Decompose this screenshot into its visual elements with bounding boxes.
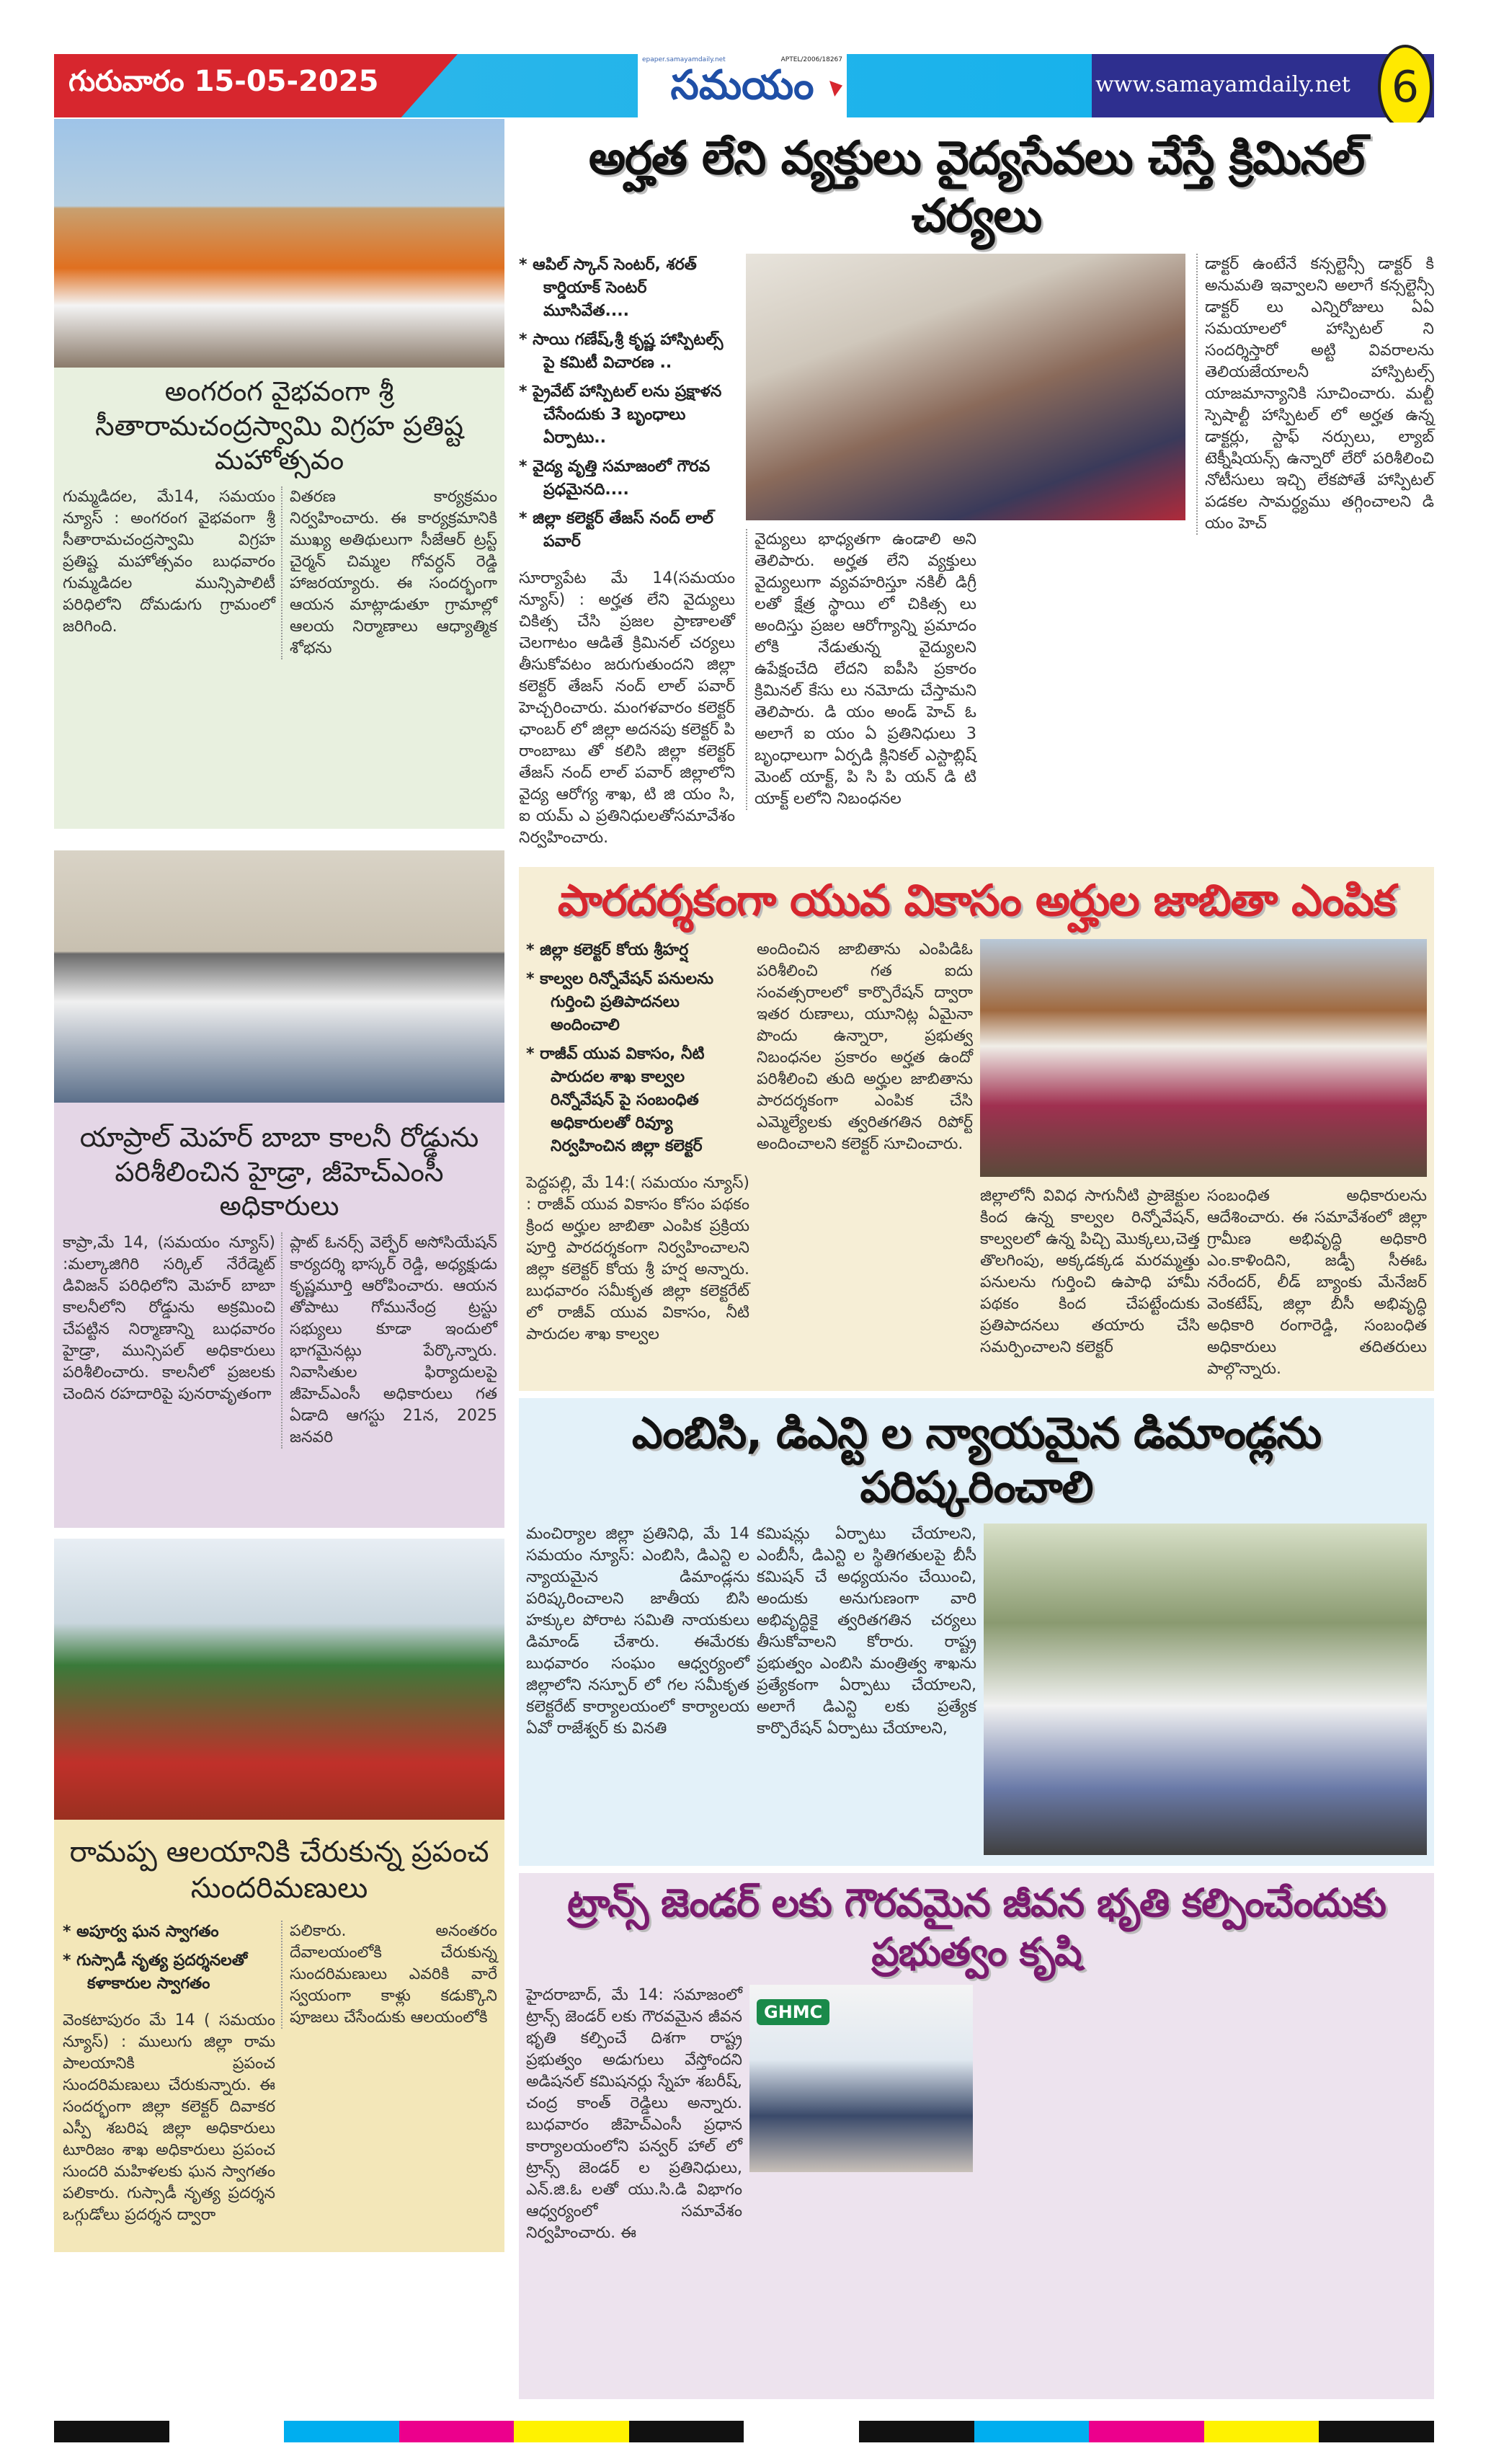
ghmc-banner: GHMC — [757, 1999, 829, 2025]
story-yuva-vikasam — [519, 867, 1434, 1391]
story-transgender-livelihood — [519, 1873, 1434, 2399]
body-column: అందించిన జాబితాను ఎంపిడిఓ పరిశీలించి గత ఐదు సంవత్సరాలలో కార్పొరేషన్ ద్వారా ఇతర రుణాలు, యూనిట్ల ఏమైనా పొందు ఉన్నారా, ప్రభుత్వ నిబంధనల ప్రకారం అర్హత ఉందో పరిశీలించి తుది అర్హుల జాబితాను పారదర్శకంగా ఎంపిక చేసి ఎమ్మెల్యేలకు త్వరితగతిన రిపోర్ట్ అందించాలని కలెక్టర్ సూచించారు. — [757, 940, 973, 1153]
bullet-item: * కాల్వల రిన్నోవేషన్ పనులను గుర్తించి ప్రతిపాదనలు అందించాలి — [526, 968, 749, 1037]
story-temple-festival — [54, 119, 504, 829]
body-column: వెంకటాపురం మే 14 ( సమయం న్యూస్) : ములుగు జిల్లా రామ పాలయానికి ప్రపంచ సుందరిమణులు చేరుకున్నారు. ఈ సందర్భంగా జిల్లా కలెక్టర్ దివాకర ఎస్పీ శబరిష జిల్లా అధికారులు టూరిజం శాఖ అధికారులు ప్రపంచ సుందరి మహిళలకు ఘన స్వాగతం పలికారు. గుస్సాడీ నృత్య ప్రదర్శన ఒగ్గుడోలు ప్రదర్శన ద్వారా — [63, 2011, 275, 2224]
body-column: వైద్యులు భాధ్యతగా ఉండాలి అని తెలిపారు. అర్హత లేని వ్యక్తులు వైద్యులుగా వ్యవహరిస్తూ నకిలీ డిగ్రీ లతో క్షేత్ర స్థాయి లో చికిత్స లు అందిస్తు ప్రజల ఆరోగ్యాన్ని ప్రమాదం లోకి నేడుతున్న వైద్యులని ఉపేక్షంచేది లేదని ఐపీసి ప్రకారం క్రిమినల్ కేసు లు నమోదు చేస్తామని తెలిపారు. డి యం అండ్ హెచ్ ఓ అలాగే ఐ యం ఏ ప్రతినిధులు 3 బృంధాలుగా ఏర్పడి క్లినికల్ ఎస్టాబ్లిష్ మెంట్ యాక్ట్, పి సి పి యన్ డి టి యాక్ట్ లలోని నిబంధనల — [746, 529, 976, 810]
highlight-bullets — [63, 1921, 279, 2001]
print-color-bar — [54, 2421, 1434, 2442]
newspaper-name: సమయం — [670, 62, 814, 109]
headline: రామప్ప ఆలయానికి చేరుకున్న ప్రపంచ సుందరిమణులు — [69, 1836, 489, 1905]
review-meeting-photo — [980, 939, 1427, 1177]
page-number: 6 — [1378, 45, 1433, 130]
body-column: ప్లాట్ ఓనర్స్ వెల్ఫేర్ అసోసియేషన్ కార్యదర్శి భాస్కర్ రెడ్డి, అధ్యక్షుడు కృష్ణమూర్తి ఆరోపించారు. ఆయన తోపాటు గోమునేంద్ర ట్రస్టు సభ్యులు కూడా ఇందులో భాగమైనట్లు పేర్కొన్నారు. నివాసితుల ఫిర్యాదులపై జీహెచ్ఎంసీ అధికారులు గత ఏడాది ఆగస్టు 21న, 2025 జనవరి — [281, 1232, 497, 1449]
bullet-item: * వైద్య వృత్తి సమాజంలో గౌరవ ప్రధమైనది.... — [519, 455, 735, 502]
headline: అంగరంగ వైభవంగా శ్రీ సీతారామచంద్రస్వామి విగ్రహ ప్రతిష్ట మహోత్సవం — [94, 375, 463, 476]
story-ramappa-temple — [54, 1539, 504, 2252]
masthead-logo — [638, 52, 847, 121]
headline: పారదర్శకంగా యువ వికాసం అర్హుల జాబితా ఎంపిక — [557, 876, 1396, 926]
headline: యాప్రాల్ మెహర్ బాబా కాలనీ రోడ్డును పరిశీలించిన హైడ్రా, జీహెచ్ఎంసీ అధికారులు — [79, 1121, 479, 1222]
officials-inspection-photo — [54, 850, 504, 1103]
bullet-item: * జిల్లా కలెక్టర్ కోయ శ్రీహర్ష — [526, 939, 749, 962]
bullet-item: * గుస్సాడీ నృత్య ప్రదర్శనలతో కళాకారుల స్వాగతం — [63, 1949, 279, 1996]
bullet-item: * ఆపిల్ స్కాన్ సెంటర్, శరత్ కార్డియాక్ సెంటర్ మూసివేత.... — [519, 254, 735, 323]
story-unqualified-doctors — [519, 123, 1434, 860]
registration-number: APTEL/2006/18267 — [780, 56, 842, 63]
bullet-item: * సాయి గణేష్,శ్రీ కృష్ణ హాస్పిటల్స్ పై కమిటీ విచారణ .. — [519, 329, 735, 375]
body-column: సూర్యాపేట మే 14(సమయం న్యూస్) : అర్హత లేని వైద్యులు చికిత్స చేసి ప్రజల ప్రాణాలతో చెలగాటం ఆడితే క్రిమినల్ చర్యలు తీసుకోవటం జరుగుతుందని జిల్లా కలెక్టర్ తేజస్ నంద్ లాల్ పవార్ హెచ్చరించారు. మంగళవారం కలెక్టర్ ఛాంబర్ లో జిల్లా అదనపు కలెక్టర్ పి రాంబాబు తో కలిసి జిల్లా కలెక్టర్ తేజస్ నంద్ లాల్ పవార్ జిల్లాలోని వైద్య ఆరోగ్య శాఖ, టి జి యం సి, ఐ యమ్ ఎ ప్రతినిధులతోసమావేశం నిర్వహించారు. — [519, 569, 735, 847]
issue-date: గురువారం 15-05-2025 — [68, 65, 379, 98]
epaper-url: epaper.samayamdaily.net — [642, 56, 726, 63]
website-url: www.samayamdaily.net — [1095, 72, 1350, 97]
body-column: పలికారు. అనంతరం దేవాలయంలోకి చేరుకున్న సుందరిమణులు ఎవరికి వారే స్వయంగా కాళ్లు కడుక్కొని పూజలు చేసేందుకు ఆలయంలోకి — [281, 1921, 497, 2029]
highlight-bullets — [526, 939, 749, 1164]
headline: ట్రాన్స్ జెండర్ లకు గౌరవమైన జీవన భృతి కల్పించేందుకు ప్రభుత్వం కృషి — [567, 1880, 1386, 1975]
bullet-item: * ప్రైవేట్ హాస్పిటల్ లను ప్రక్షాళన చేసేందుకు 3 బృంధాలు ఏర్పాటు.. — [519, 381, 735, 450]
ghmc-meeting-photo — [749, 1985, 973, 2172]
highlight-bullets — [519, 254, 735, 559]
collector-meeting-photo — [746, 254, 1185, 520]
temple-festival-photo — [54, 119, 504, 368]
body-column: కమిషన్లు ఏర్పాటు చేయాలని, ఎంబీసీ, డిఎన్టి ల స్థితిగతులపై బీసీ కమిషన్ చే అధ్యయనం చేయించి, అందుకు అనుగుణంగా వారి అభివృద్ధికై త్వరితగతిన చర్యలు తీసుకోవాలని కోరారు. రాష్ట్ర ప్రభుత్వం ఎంబిసి మంత్రిత్వ శాఖను ప్రత్యేకంగా ఏర్పాటు చేయాలని, అలాగే డిఎన్టి లకు ప్రత్యేక కార్పొరేషన్ ఏర్పాటు చేయాలని, — [757, 1525, 976, 1738]
body-column: పెద్దపల్లి, మే 14:( సమయం న్యూస్) : రాజీవ్ యువ వికాసం కోసం పథకం క్రింద అర్హుల జాబితా ఎంపిక ప్రక్రియ పూర్తి పారదర్శకంగా నిర్వహించాలని జిల్లా కలెక్టర్ కోయ శ్రీ హర్ష అన్నారు. బుధవారం సమీకృత జిల్లా కలెక్టరేట్ లో రాజీవ్ యువ వికాసం, నీటి పారుదల శాఖ కాల్వల — [526, 1174, 749, 1343]
story-mbc-dnt-demands — [519, 1398, 1434, 1866]
memorandum-submission-photo — [984, 1524, 1427, 1855]
body-column: మంచిర్యాల జిల్లా ప్రతినిధి, మే 14 సమయం న్యూస్: ఎంబిసి, డిఎన్టి ల న్యాయమైన డిమాండ్లను పరిష్కరించాలని జాతీయ బిసి హక్కుల పోరాట సమితి నాయకులు డిమాండ్ చేశారు. ఈమేరకు బుధవారం సంఘం ఆధ్వర్యంలో జిల్లాలోని నస్పూర్ లో గల సమీకృత కలెక్టరేట్ కార్యాలయంలో కార్యాలయ ఏవో రాజేశ్వర్ కు వినతి — [526, 1525, 749, 1738]
story-meher-baba-road — [54, 850, 504, 1528]
bullet-item: * జిల్లా కలెక్టర్ తేజస్ నంద్ లాల్ పవార్ — [519, 507, 735, 553]
body-column: కాప్రా,మే 14, (సమయం న్యూస్) :మల్కాజిగిరి సర్కిల్ నేరేడ్మెట్ డివిజన్ పరిధిలోని మెహర్ బాబా కాలనీలోని రోడ్డును అక్రమించి చేపట్టిన నిర్మాణాన్ని బుధవారం హైడ్రా, మున్సిపల్ అధికారులు పరిశీలించారు. కాలనీలో ప్రజలకు చెందిన రహదారిపై పునరావృతంగా — [63, 1234, 275, 1403]
bullet-item: * అపూర్వ ఘన స్వాగతం — [63, 1921, 279, 1944]
body-column: గుమ్మడిదల, మే14, సమయం న్యూస్ : అంగరంగ వైభవంగా శ్రీ సీతారామచంద్రస్వామి విగ్రహ ప్రతిష్ట మహోత్సవం బుధవారం గుమ్మడిదల మున్సిపాలిటీ పరిధిలోని దోమడుగు గ్రామంలో జరిగింది. — [63, 488, 275, 636]
body-column: డాక్టర్ ఉంటేనే కన్సల్టెన్సీ డాక్టర్ కి అనుమతి ఇవ్వాలని అలాగే కన్సల్టెన్సీ డాక్టర్ లు ఎన్నిరోజులు ఏఏ సమయాలలో హాస్పిటల్ ని సందర్శిస్తారో అట్టి వివరాలను తెలియజేయాలనీ హాస్పిటల్స్ యాజమాన్యానికి సూచించారు. మల్టీ స్పెషాల్టీ హాస్పిటల్ లో అర్హత ఉన్న డాక్టర్లు, స్టాఫ్ నర్సులు, ల్యాబ్ టెక్నీషియన్స్ ఉన్నారో లేరో పరిశీలించి నోటీసులు ఇచ్చి లేకపోతే హాస్పిటల్ పడకల సామర్ధ్యము తగ్గించాలని డి యం హెచ్ — [1196, 254, 1434, 535]
miss-world-visit-photo — [54, 1539, 504, 1820]
bullet-item: * రాజీవ్ యువ వికాసం, నీటి పారుదల శాఖ కాల్వల రిన్నోవేషన్ పై సంబంధిత అధికారులతో రివ్యూ నిర్వహించిన జిల్లా కలెక్టర్ — [526, 1043, 749, 1158]
headline: అర్హత లేని వ్యక్తులు వైద్యసేవలు చేస్తే క్రిమినల్ చర్యలు — [588, 132, 1365, 243]
body-column: సంబంధిత అధికారులను ఆదేశించారు. ఈ సమావేశంలో జిల్లా గ్రామీణ అభివృద్ధి అధికారి ఎం.కాళిందిని, జడ్పీ సీఈఓ నరేందర్, లీడ్ బ్యాంకు మేనేజర్ వెంకటేష్, జిల్లా బీసీ అభివృద్ధి అధికారి రంగారెడ్డి, సంబంధిత అధికారులు తదితరులు పాల్గొన్నారు. — [1207, 1187, 1427, 1378]
headline: ఎంబిసి, డిఎన్టి ల న్యాయమైన డిమాండ్లను పరిష్కరించాలి — [631, 1408, 1322, 1513]
body-column: వితరణ కార్యక్రమం నిర్వహించారు. ఈ కార్యక్రమానికి ముఖ్య అతిథులుగా సీజేఆర్ ట్రస్ట్ చైర్మన్ చిమ్మల గోవర్ధన్ రెడ్డి హాజరయ్యారు. ఈ సందర్భంగా ఆయన మాట్లాడుతూ గ్రామాల్లో ఆలయ నిర్మాణాలు ఆధ్యాత్మిక శోభను — [281, 486, 497, 659]
body-column: జిల్లాలోనీ వివిధ సాగునీటి ప్రాజెక్టుల కింద ఉన్న కాల్వల రిన్నోవేషన్, కాల్వలలో ఉన్న పిచ్చి మొక్కలు,చెత్త తొలగింపు, అక్కడక్కడ మరమ్మత్తు పనులను గుర్తించి ఉపాధి హామీ పథకం కింద చేపట్టేందుకు ప్రతిపాదనలు తయారు చేసి సమర్పించాలని కలెక్టర్ — [980, 1187, 1200, 1356]
body-column: హైదరాబాద్, మే 14: సమాజంలో ట్రాన్స్ జెండర్ లకు గౌరవమైన జీవన భృతి కల్పించే దిశగా రాష్ట్ర ప్రభుత్వం అడుగులు వేస్తోందని అడిషనల్ కమిషనర్లు స్నేహ శబరీష్, చంద్ర కాంత్ రెడ్డిలు అన్నారు. బుధవారం జీహెచ్ఎంసీ ప్రధాన కార్యాలయంలోని పన్వర్ హాల్ లో ట్రాన్స్ జెండర్ ల ప్రతినిధులు, ఎన్.జి.ఓ లతో యు.సి.డి విభాగం ఆధ్వర్యంలో సమావేశం నిర్వహించారు. ఈ — [526, 1986, 742, 2242]
